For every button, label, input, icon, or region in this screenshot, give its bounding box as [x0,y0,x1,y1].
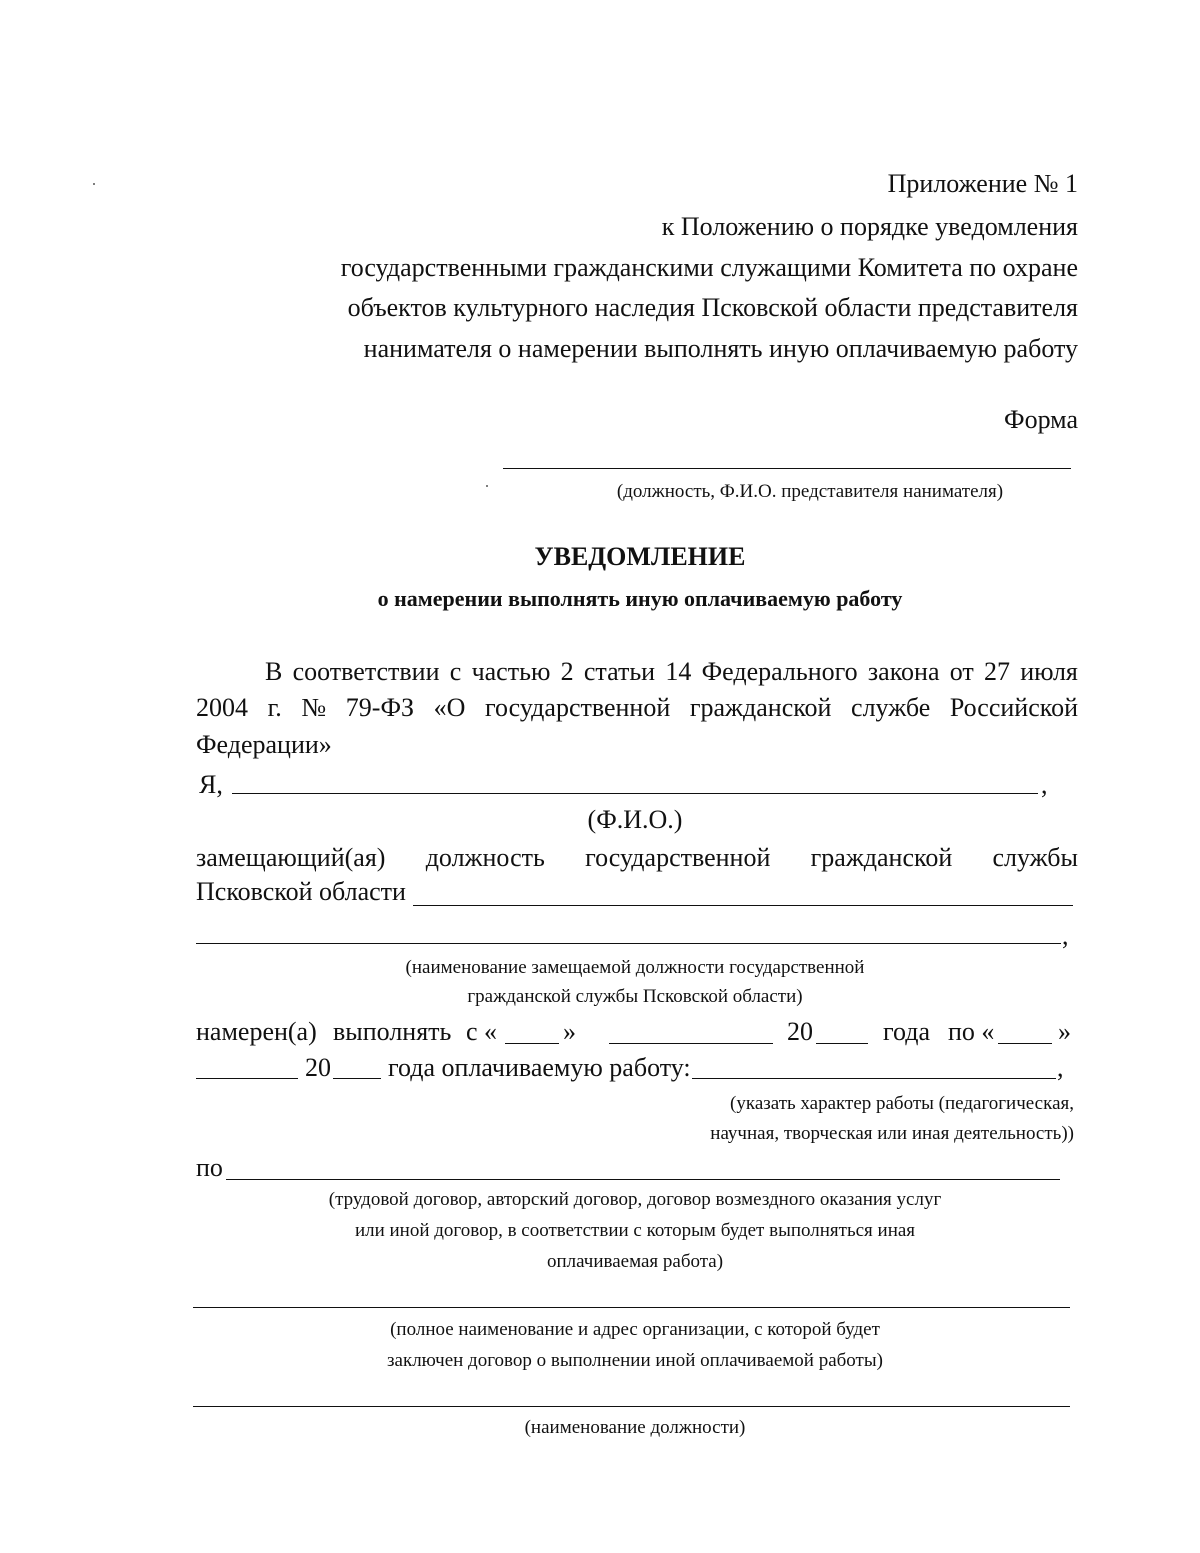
position-caption-2: гражданской службы Псковской области) [467,986,803,1007]
from-quote-close: » [563,1017,576,1046]
year-word: года [883,1017,931,1046]
to-year-prefix: 20 [305,1053,331,1082]
position-line-2[interactable] [196,943,1061,944]
position-line: замещающий(ая) должность государственной гражданской службы [196,843,1078,872]
organization-caption-1: (полное наименование и адрес организации, с которой будет [390,1319,880,1340]
recipient-caption: (должность, Ф.И.О. представителя нанимателя) [616,481,1004,502]
fio-line[interactable] [232,793,1038,794]
perform-label: выполнять [333,1017,452,1046]
to-quote-close: » [1058,1017,1071,1046]
from-month-field[interactable] [609,1043,773,1044]
paragraph-line-1: В соответствии с частью 2 статьи 14 Федерального закона от 27 июля [265,657,1078,686]
position-caption-1: (наименование замещаемой должности государственной [405,957,865,978]
fio-comma: , [1041,770,1048,799]
to-month-field[interactable] [196,1078,298,1079]
to-quote: по « [948,1017,995,1046]
region-label: Псковской области [196,877,406,906]
fio-caption: (Ф.И.О.) [587,805,683,834]
to-year-field[interactable] [333,1078,381,1079]
i-label: Я, [199,770,223,799]
paragraph-line-2: 2004 г. № 79-ФЗ «О государственной гражданской службе Российской [196,693,1078,722]
job-title-field[interactable] [193,1406,1070,1407]
to-day-field[interactable] [998,1043,1052,1044]
appendix-line-3: объектов культурного наследия Псковской области представителя [347,293,1078,322]
work-caption-1: (указать характер работы (педагогическая, [730,1093,1074,1114]
scan-speck [93,183,95,185]
position-line-1[interactable] [413,905,1073,906]
organization-caption-2: заключен договор о выполнении иной оплачиваемой работы) [387,1350,883,1371]
recipient-line [503,468,1071,469]
po-label: по [196,1153,223,1182]
appendix-line-2: государственными гражданскими служащими Комитета по охране [340,253,1078,282]
contract-caption-2: или иной договор, в соответствии с которым будет выполняться иная [354,1220,916,1241]
document-title: УВЕДОМЛЕНИЕ [534,542,746,571]
organization-field[interactable] [193,1307,1070,1308]
job-title-caption: (наименование должности) [524,1417,746,1438]
contract-caption-3: оплачиваемая работа) [546,1251,724,1272]
work-type-field[interactable] [692,1078,1056,1079]
from-quote: с « [466,1017,498,1046]
intend-label: намерен(а) [196,1017,317,1046]
position-comma: , [1062,921,1069,950]
document-subtitle: о намерении выполнять иную оплачиваемую работу [377,586,903,611]
appendix-number: Приложение № 1 [887,169,1078,198]
work-comma: , [1057,1053,1064,1082]
contract-caption-1: (трудовой договор, авторский договор, договор возмездного оказания услуг [328,1189,942,1210]
work-caption-2: научная, творческая или иная деятельность)) [710,1123,1074,1144]
from-year-field[interactable] [816,1043,868,1044]
scan-speck [486,485,488,487]
from-year-prefix: 20 [787,1017,813,1046]
from-day-field[interactable] [505,1043,559,1044]
form-label: Форма [1004,405,1078,434]
appendix-line-1: к Положению о порядке уведомления [661,212,1078,241]
paid-work-label: года оплачиваемую работу: [388,1053,691,1082]
appendix-line-4: нанимателя о намерении выполнять иную оплачиваемую работу [363,334,1078,363]
paragraph-line-3: Федерации» [196,730,332,759]
contract-field[interactable] [226,1179,1060,1180]
